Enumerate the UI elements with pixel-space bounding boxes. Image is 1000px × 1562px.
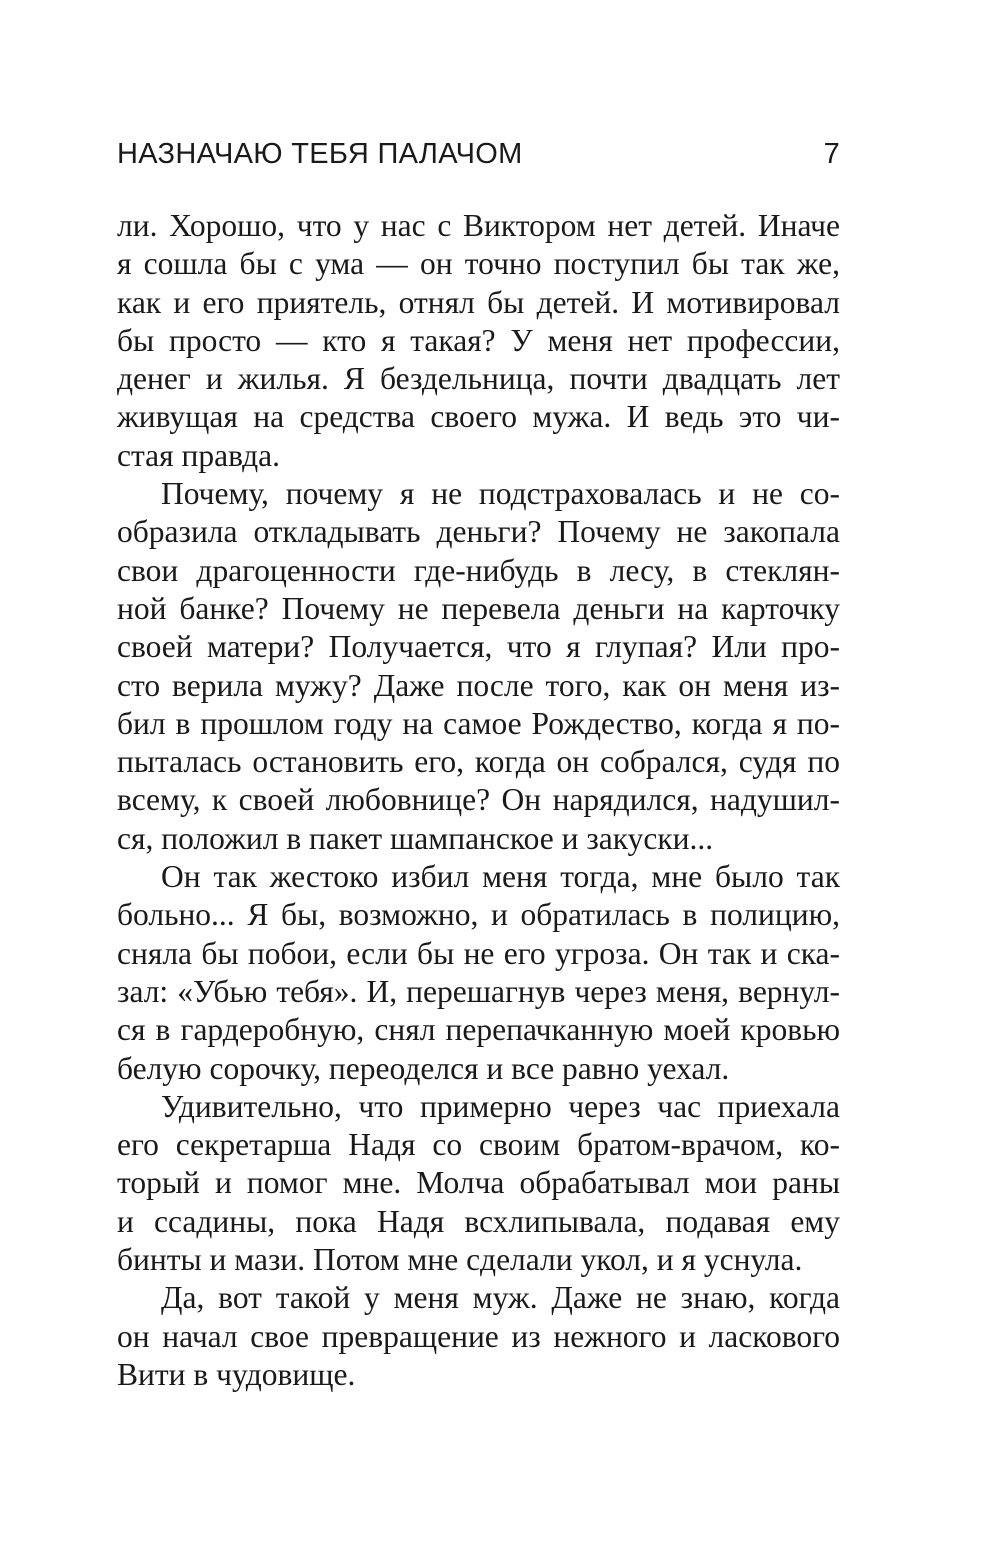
- text-line: сто верила мужу? Даже после того, как он меня из-: [117, 667, 840, 703]
- text-line: Удивительно, что примерно через час приехала: [161, 1088, 840, 1124]
- text-line: ли. Хорошо, что у нас с Виктором нет детей. Иначе: [117, 208, 840, 243]
- text-line: всему, к своей любовнице? Он нарядился, надушил-: [117, 782, 840, 818]
- paragraph: [117, 1088, 840, 1279]
- paragraph: [117, 207, 840, 475]
- text-line: его секретарша Надя со своим братом-врачом, ко-: [117, 1127, 840, 1163]
- text-line: Вити в чудовище.: [117, 1356, 356, 1392]
- paragraph: [117, 1279, 840, 1394]
- text-line: как и его приятель, отнял бы детей. И мотивировал: [117, 284, 840, 320]
- text-line: денег и жилья. Я бездельница, почти двадцать лет: [117, 361, 840, 397]
- running-title: НАЗНАЧАЮ ТЕБЯ ПАЛАЧОМ: [117, 138, 523, 170]
- text-line: пыталась остановить его, когда он собрался, судя по: [117, 744, 840, 780]
- text-line: зал: «Убью тебя». И, перешагнув через меня, вернул-: [117, 973, 840, 1009]
- text-line: живущая на средства своего мужа. И ведь это чи-: [117, 399, 840, 435]
- text-line: бы просто — кто я такая? У меня нет профессии,: [117, 322, 840, 358]
- running-head: [117, 138, 840, 178]
- paragraph: [117, 858, 840, 1088]
- body-text: [117, 207, 840, 1394]
- text-line: своей матери? Получается, что я глупая? Или про-: [117, 629, 840, 665]
- text-line: Почему, почему я не подстраховалась и не со-: [161, 476, 840, 512]
- text-line: я сошла бы с ума — он точно поступил бы так же,: [117, 246, 840, 282]
- text-line: сняла бы побои, если бы не его угроза. Он так и ска-: [117, 935, 840, 971]
- text-line: он начал свое превращение из нежного и ласкового: [117, 1318, 840, 1354]
- text-line: Да, вот такой у меня муж. Даже не знаю, когда: [161, 1280, 840, 1316]
- text-line: ной банке? Почему не перевела деньги на карточку: [117, 590, 840, 626]
- paragraph: [117, 475, 840, 858]
- text-line: свои драгоценности где-нибудь в лесу, в стеклян-: [117, 552, 840, 588]
- text-line: больно... Я бы, возможно, и обратилась в полицию,: [117, 897, 840, 933]
- text-line: ся в гардеробную, снял перепачканную моей кровью: [117, 1012, 840, 1048]
- text-line: образила откладывать деньги? Почему не закопала: [117, 514, 840, 550]
- page-number: 7: [823, 138, 840, 170]
- text-line: бинты и мази. Потом мне сделали укол, и я уснула.: [117, 1242, 803, 1278]
- text-line: ся, положил в пакет шампанское и закуски...: [117, 820, 714, 856]
- text-line: и ссадины, пока Надя всхлипывала, подавая ему: [117, 1203, 840, 1239]
- text-line: Он так жестоко избил меня тогда, мне было так: [161, 859, 840, 895]
- text-line: торый и помог мне. Молча обрабатывал мои раны: [117, 1165, 840, 1201]
- text-line: белую сорочку, переоделся и все равно уехал.: [117, 1050, 730, 1086]
- text-line: бил в прошлом году на самое Рождество, когда я по-: [117, 705, 840, 741]
- text-line: стая правда.: [117, 437, 281, 473]
